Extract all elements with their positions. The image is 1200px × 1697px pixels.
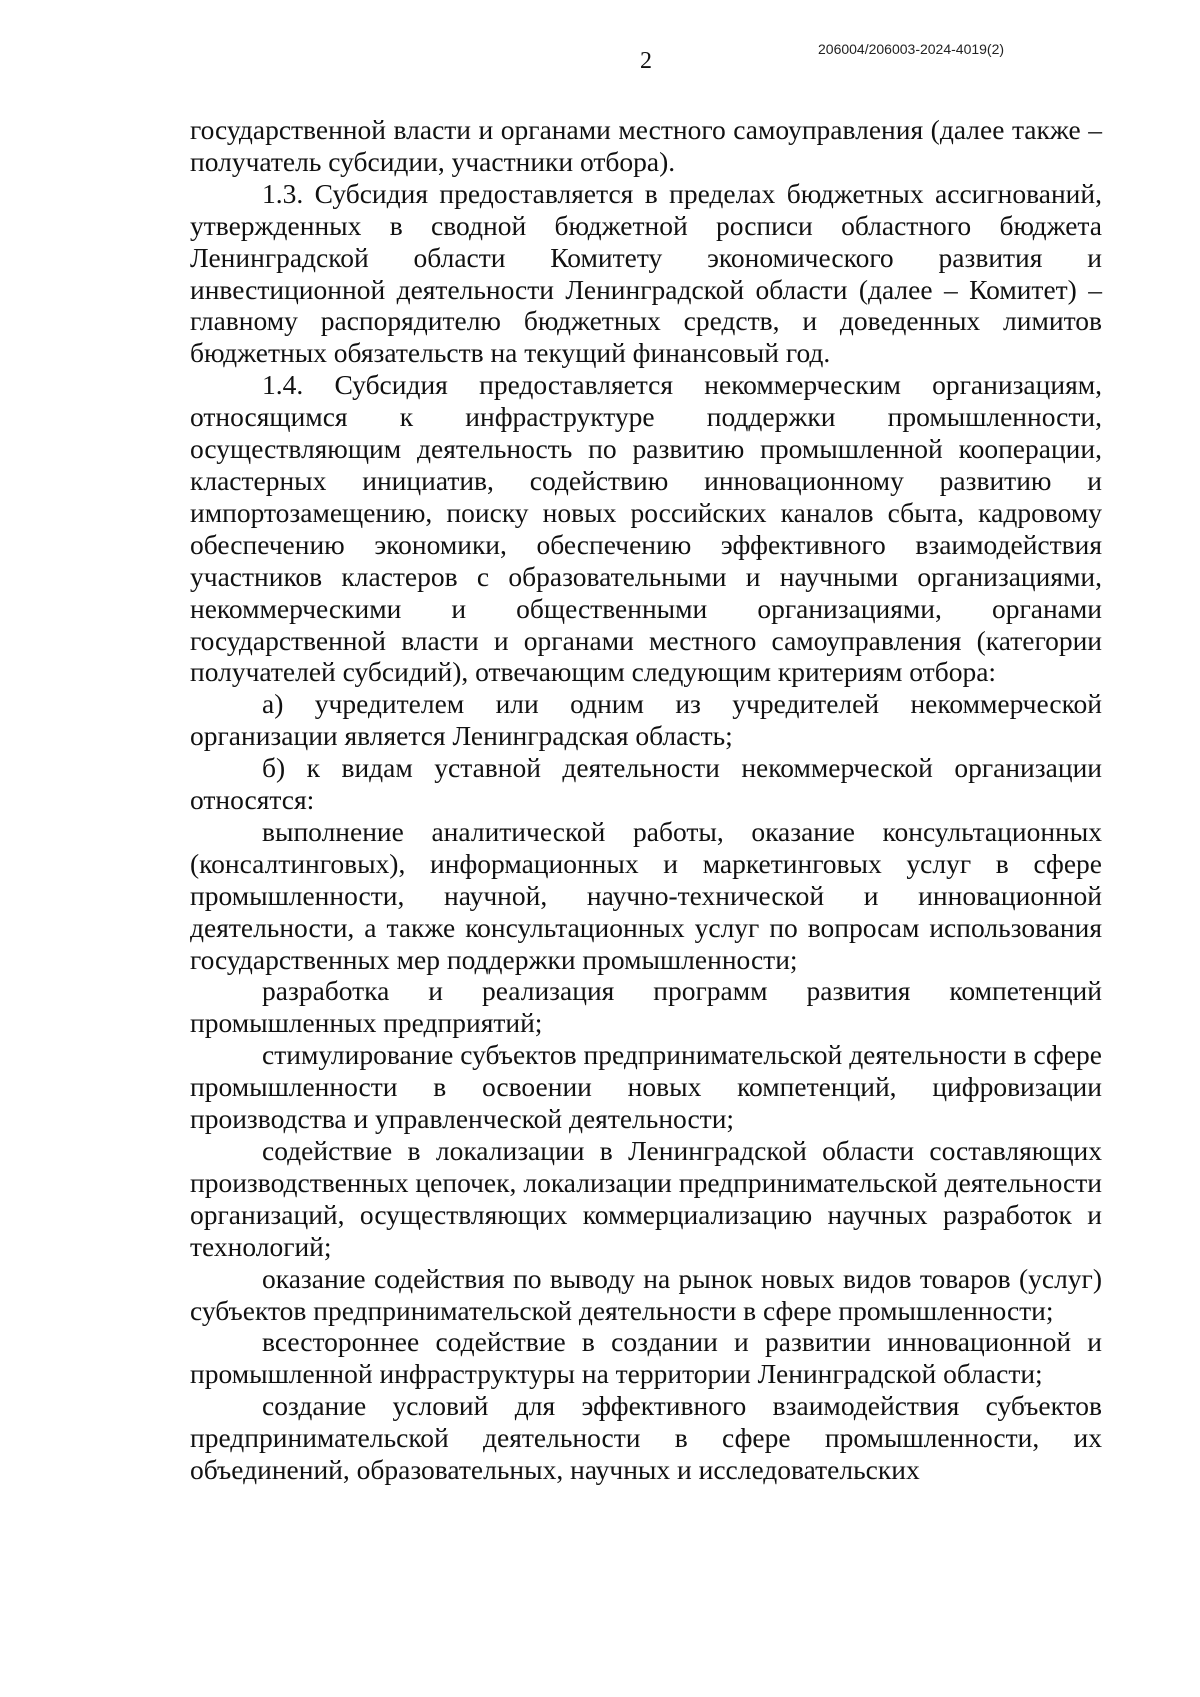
activity-item: всестороннее содействие в создании и развитии инновационной и промышленной инфраструктуры на территории Ленинградской области; (190, 1326, 1102, 1390)
criterion-b: б) к видам уставной деятельности некоммерческой организации относятся: (190, 752, 1102, 816)
page-number: 2 (640, 48, 652, 74)
activity-item: оказание содействия по выводу на рынок новых видов товаров (услуг) субъектов предпринимательской деятельности в сфере промышленности; (190, 1262, 1102, 1326)
criterion-a: а) учредителем или одним из учредителей некоммерческой организации является Ленинградская область; (190, 688, 1102, 752)
document-registration-number: 206004/206003-2024-4019(2) (818, 41, 1005, 57)
paragraph-continuation: государственной власти и органами местного самоуправления (далее также – получатель субсидии, участники отбора). (190, 114, 1102, 177)
activity-item: разработка и реализация программ развития компетенций промышленных предприятий; (190, 975, 1102, 1039)
paragraph-1-3: 1.3. Субсидия предоставляется в пределах бюджетных ассигнований, утвержденных в сводной бюджетной росписи областного бюджета Ленинградской области Комитету экономического развития и инвестиционной деятельности Ленинградской области (далее – Комитет) – главному распорядителю бюджетных средств, и доведенных лимитов бюджетных обязательств на текущий финансовый год. (190, 177, 1102, 369)
activity-item: создание условий для эффективного взаимодействия субъектов предпринимательской деятельности в сфере промышленности, их объединений, образовательных, научных и исследовательских (190, 1390, 1102, 1486)
activity-item: выполнение аналитической работы, оказание консультационных (консалтинговых), информационных и маркетинговых услуг в сфере промышленности, научной, научно-технической и инновационной деятельности, а также консультационных услуг по вопросам использования государственных мер поддержки промышленности; (190, 815, 1102, 975)
paragraph-1-4: 1.4. Субсидия предоставляется некоммерческим организациям, относящимся к инфраструктуре поддержки промышленности, осуществляющим деятельность по развитию промышленной кооперации, кластерных инициатив, содействию инновационному развитию и импортозамещению, поиску новых российских каналов сбыта, кадровому обеспечению экономики, обеспечению эффективного взаимодействия участников кластеров с образовательными и научными организациями, некоммерческими и общественными организациями, органами государственной власти и органами местного самоуправления (категории получателей субсидий), отвечающим следующим критериям отбора: (190, 369, 1102, 688)
document-body (190, 114, 1102, 1486)
activity-item: стимулирование субъектов предпринимательской деятельности в сфере промышленности в освоении новых компетенций, цифровизации производства и управленческой деятельности; (190, 1039, 1102, 1135)
activity-item: содействие в локализации в Ленинградской области составляющих производственных цепочек, локализации предпринимательской деятельности организаций, осуществляющих коммерциализацию научных разработок и технологий; (190, 1135, 1102, 1262)
